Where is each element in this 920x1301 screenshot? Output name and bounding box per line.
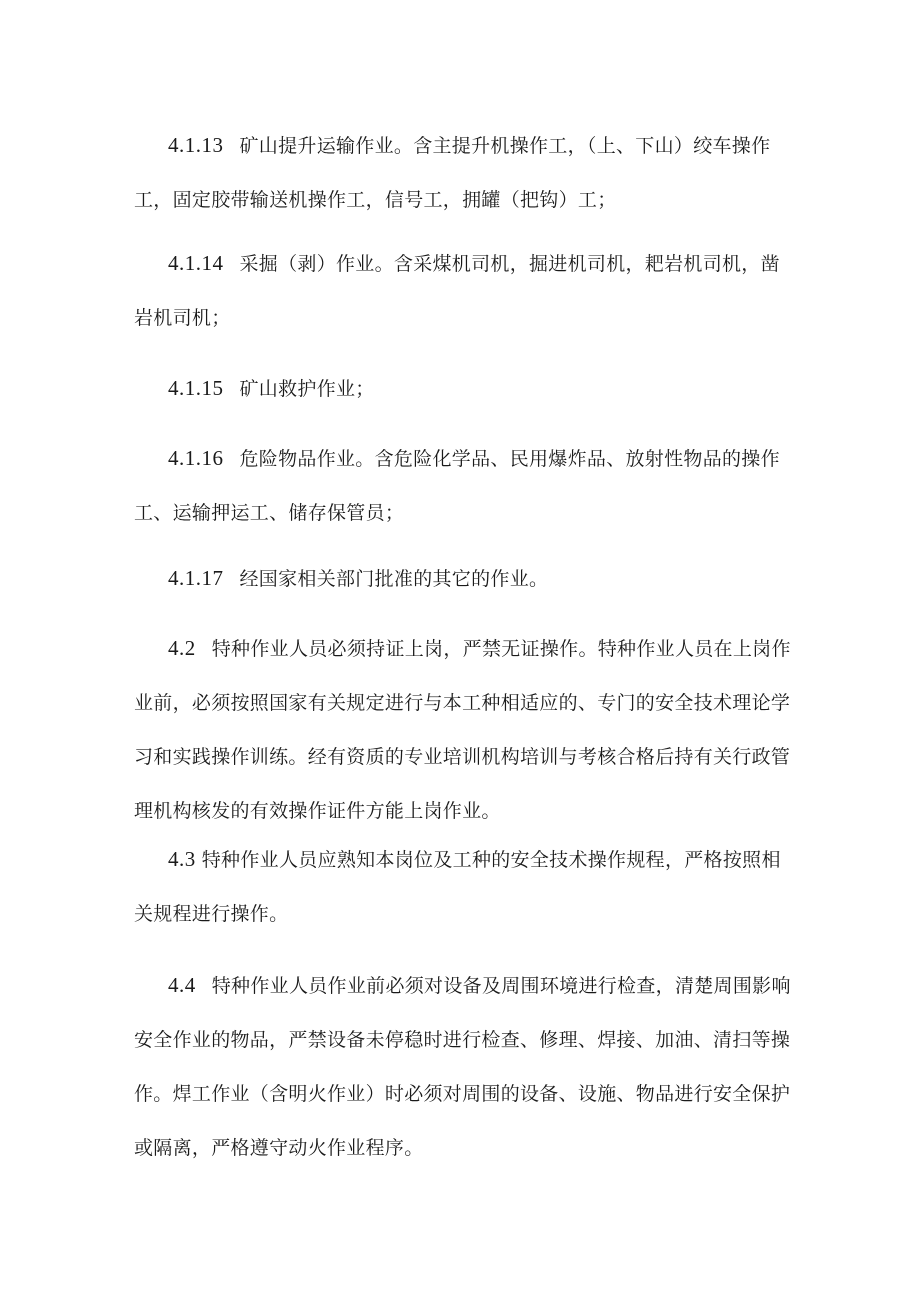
clause-number: 4.1.13: [168, 133, 224, 157]
clause-number: 4.1.14: [168, 251, 224, 275]
clause-number: 4.4: [168, 973, 196, 997]
clause-text: 危险物品作业。含危险化学品、民用爆炸品、放射性物品的操作工、运输押运工、储存保管员；: [134, 448, 780, 524]
clause-text: 采掘（剥）作业。含采煤机司机，掘进机司机，耙岩机司机，凿岩机司机；: [134, 253, 780, 329]
clause-text: 经国家相关部门批准的其它的作业。: [239, 568, 549, 590]
clause-4-1-15: [134, 361, 794, 416]
clause-4-1-16: [134, 431, 794, 540]
clause-number: 4.2: [168, 636, 196, 660]
clause-number: 4.1.15: [168, 376, 224, 400]
clause-text: 矿山提升运输作业。含主提升机操作工，（上、下山）绞车操作工，固定胶带输送机操作工，信号工，拥罐（把钩）工；: [134, 135, 771, 211]
clause-4-4: [134, 958, 794, 1175]
clause-number: 4.1.17: [168, 566, 224, 590]
clause-text: 矿山救护作业；: [239, 378, 375, 400]
clause-4-1-17: [134, 551, 794, 606]
clause-4-3: [134, 832, 794, 941]
clause-4-2: [134, 621, 794, 838]
clause-number: 4.1.16: [168, 446, 224, 470]
clause-text: 特种作业人员作业前必须对设备及周围环境进行检查，清楚周围影响安全作业的物品，严禁设备未停稳时进行检查、修理、焊接、加油、清扫等操作。焊工作业（含明火作业）时必须对周围的设备、设施、物品进行安全保护或隔离，严格遵守动火作业程序。: [134, 975, 791, 1159]
clause-text: 特种作业人员必须持证上岗，严禁无证操作。特种作业人员在上岗作业前，必须按照国家有关规定进行与本工种相适应的、专门的安全技术理论学习和实践操作训练。经有资质的专业培训机构培训与考核合格后持有关行政管理机构核发的有效操作证件方能上岗作业。: [134, 638, 791, 822]
clause-text: 特种作业人员应熟知本岗位及工种的安全技术操作规程，严格按照相关规程进行操作。: [134, 849, 781, 925]
clause-4-1-13: [134, 118, 794, 227]
clause-4-1-14: [134, 236, 794, 345]
clause-number: 4.3: [168, 847, 196, 871]
